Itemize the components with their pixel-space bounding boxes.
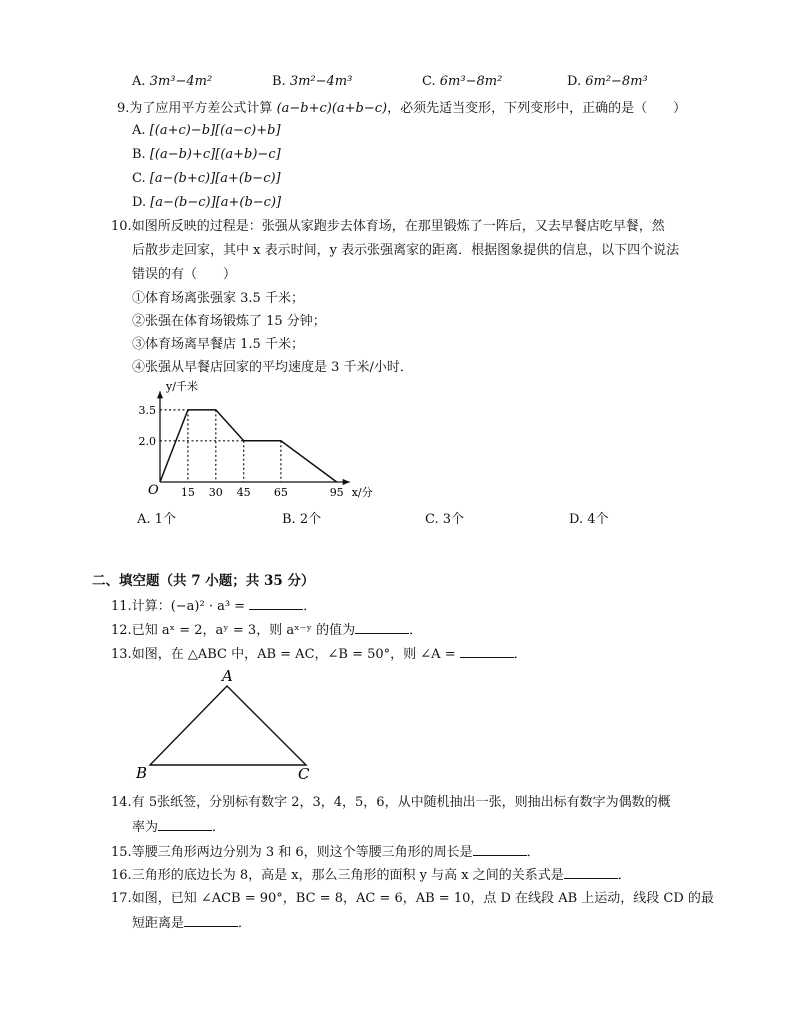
x-tick-label-45: 45 bbox=[236, 486, 251, 499]
x-tick-label-30: 30 bbox=[208, 486, 223, 499]
chart-series bbox=[160, 410, 337, 482]
q9-option-a: A. [(a+c)−b][(a−c)+b] bbox=[132, 123, 281, 138]
q11-answer-blank[interactable] bbox=[249, 597, 303, 610]
q13-answer-blank[interactable] bbox=[460, 645, 514, 658]
origin-label: O bbox=[148, 483, 159, 498]
q8-option-b: B. 3m²−4m³ bbox=[272, 74, 353, 89]
q16-answer-blank[interactable] bbox=[564, 866, 618, 879]
q17-line2: 短距离是 ． bbox=[132, 916, 252, 931]
q17-answer-blank[interactable] bbox=[184, 914, 238, 927]
x-tick-label-95: 95 bbox=[329, 486, 344, 499]
q17-line1: 17.如图，已知 ∠ACB = 90°，BC = 8，AC = 6，AB = 10，点 D 在线段 AB 上运动，线段 CD 的最 bbox=[111, 891, 714, 906]
q10-option-d: D. 4个 bbox=[569, 512, 609, 527]
q10-distance-time-graph bbox=[130, 378, 373, 503]
q9-stem: 9.为了应用平方差公式计算 (a−b+c)(a+b−c)，必须先适当变形，下列变形中，正确的是（ ） bbox=[117, 101, 687, 116]
q10-option-c: C. 3个 bbox=[425, 512, 465, 527]
q14-answer-blank[interactable] bbox=[158, 818, 212, 831]
triangle-abc-figure bbox=[130, 666, 330, 784]
q9-option-d: D. [a−(b−c)][a+(b−c)] bbox=[132, 195, 282, 210]
q10-statement-4: ④张强从早餐店回家的平均速度是 3 千米/小时． bbox=[132, 360, 413, 375]
q9-option-b: B. [(a−b)+c][(a+b)−c] bbox=[132, 147, 281, 162]
q8-option-d: D. 6m²−8m³ bbox=[567, 74, 648, 89]
vertex-b-label: B bbox=[136, 764, 148, 782]
y-tick-label-2.0: 2.0 bbox=[138, 434, 156, 448]
q10-statement-2: ②张强在体育场锻炼了 15 分钟； bbox=[132, 314, 326, 329]
q8-option-a: A. 3m³−4m² bbox=[132, 74, 213, 89]
q12: 12.已知 aˣ = 2，aʸ = 3，则 aˣ⁻ʸ 的值为 ． bbox=[111, 623, 423, 638]
q11: 11.计算：(−a)² · a³ = ． bbox=[111, 599, 317, 614]
section-title-fill-in: 二、填空题（共 7 小题；共 35 分） bbox=[92, 573, 315, 589]
q13: 13.如图，在 △ABC 中，AB = AC，∠B = 50°，则 ∠A = ． bbox=[111, 647, 527, 662]
q10-option-a: A. 1个 bbox=[137, 512, 176, 527]
q15: 15.等腰三角形两边分别为 3 和 6，则这个等腰三角形的周长是 ． bbox=[111, 845, 540, 860]
q10-statement-3: ③体育场离早餐店 1.5 千米； bbox=[132, 337, 304, 352]
q16: 16.三角形的底边长为 8，高是 x，那么三角形的面积 y 与高 x 之间的关系式是 ． bbox=[111, 868, 631, 883]
chart-guide-lines bbox=[160, 410, 281, 482]
q14-line1: 14.有 5张纸签，分别标有数字 2，3，4，5，6，从中随机抽出一张，则抽出标有数字为偶数的概 bbox=[111, 795, 671, 810]
q12-answer-blank[interactable] bbox=[355, 621, 409, 634]
y-axis-label: y/千米 bbox=[166, 380, 198, 393]
q9-option-c: C. [a−(b+c)][a+(b−c)] bbox=[132, 171, 281, 186]
q14-line2: 率为 ． bbox=[132, 820, 226, 835]
y-tick-label-3.5: 3.5 bbox=[138, 403, 156, 417]
triangle-abc bbox=[150, 686, 306, 765]
distance-series-line bbox=[160, 410, 337, 482]
vertex-a-label: A bbox=[222, 667, 233, 685]
q10-stem-line3: 错误的有（ ） bbox=[132, 267, 237, 282]
x-axis-label: x/分 bbox=[351, 486, 373, 499]
q8-option-c: C. 6m³−8m² bbox=[422, 74, 503, 89]
q10-stem-line2: 后散步走回家，其中 x 表示时间，y 表示张强离家的距离．根据图象提供的信息，以下四个说法 bbox=[132, 243, 680, 258]
q15-answer-blank[interactable] bbox=[473, 843, 527, 856]
q10-statement-1: ①体育场离张强家 3.5 千米； bbox=[132, 291, 304, 306]
q10-option-b: B. 2个 bbox=[282, 512, 322, 527]
x-tick-label-65: 65 bbox=[273, 486, 288, 499]
vertex-c-label: C bbox=[298, 765, 310, 783]
chart-labels bbox=[139, 379, 373, 499]
x-tick-label-15: 15 bbox=[180, 486, 195, 499]
q10-stem-line1: 10.如图所反映的过程是：张强从家跑步去体育场，在那里锻炼了一阵后，又去早餐店吃早餐，然 bbox=[111, 219, 665, 234]
